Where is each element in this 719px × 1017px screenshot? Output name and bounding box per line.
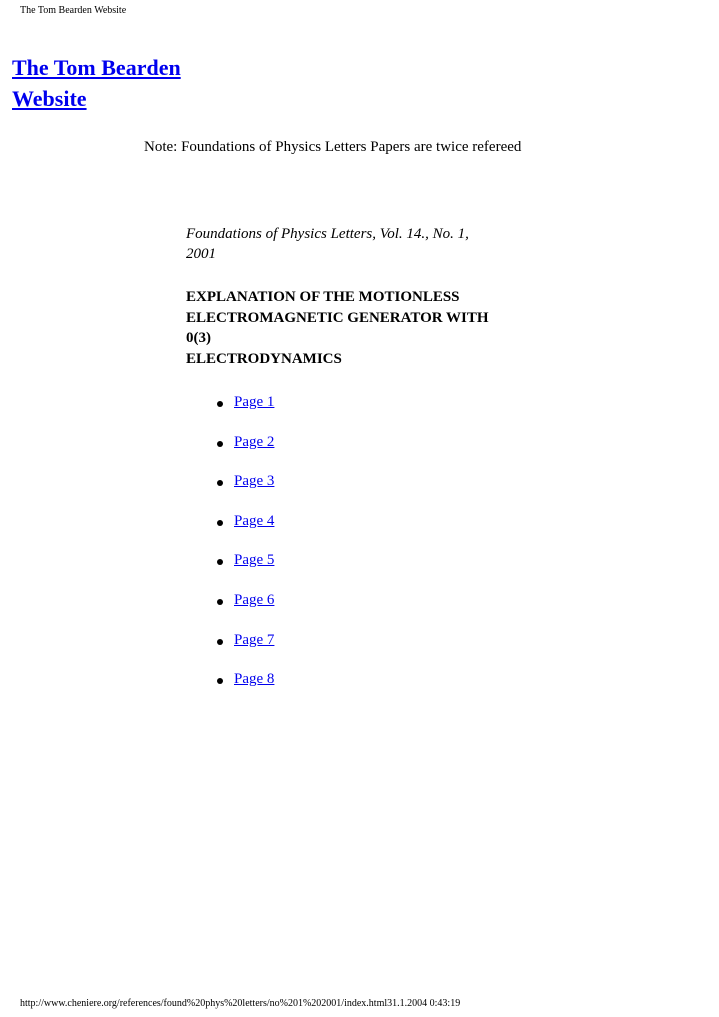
- site-title-line2: Website: [12, 86, 87, 111]
- page-link-5[interactable]: Page 5: [234, 552, 275, 569]
- citation-line1: Foundations of Physics Letters, Vol. 14., No. 1,: [186, 226, 469, 242]
- site-title-link[interactable]: [12, 55, 181, 111]
- page-link-8[interactable]: Page 8: [234, 671, 275, 688]
- paper-title-line3: 0(3): [186, 330, 211, 346]
- bullet-icon: [217, 678, 223, 684]
- list-item: [234, 590, 274, 610]
- print-header-title: The Tom Bearden Website: [20, 5, 127, 16]
- list-item: [234, 630, 274, 650]
- list-item: [234, 432, 274, 452]
- bullet-icon: [217, 599, 223, 605]
- paper-title-line1: EXPLANATION OF THE MOTIONLESS: [186, 289, 460, 305]
- bullet-icon: [217, 559, 223, 565]
- paper-title-line4: ELECTRODYNAMICS: [186, 350, 342, 367]
- page-link-7[interactable]: Page 7: [234, 631, 275, 648]
- page-link-1[interactable]: Page 1: [234, 394, 275, 410]
- journal-citation: [186, 224, 546, 264]
- bullet-icon: [217, 441, 223, 447]
- page-link-3[interactable]: Page 3: [234, 473, 275, 490]
- paper-title-line2: ELECTROMAGNETIC GENERATOR WITH: [186, 309, 489, 326]
- paper-title: [186, 287, 546, 369]
- page-link-4[interactable]: Page 4: [234, 512, 275, 529]
- refereed-note: Note: Foundations of Physics Letters Papers are twice refereed: [144, 139, 522, 155]
- page-link-6[interactable]: Page 6: [234, 591, 275, 608]
- bullet-icon: [217, 480, 223, 486]
- site-title: [12, 52, 212, 114]
- print-footer-url: http://www.cheniere.org/references/found%20phys%20letters/no%201%202001/index.html31.1.2004 0:43:19: [20, 998, 461, 1009]
- site-title-line1: The Tom Bearden: [12, 55, 181, 80]
- list-item: [234, 511, 274, 531]
- list-item: [234, 550, 274, 570]
- list-item: [234, 392, 274, 412]
- bullet-icon: [217, 520, 223, 526]
- page-link-2[interactable]: Page 2: [234, 433, 275, 450]
- page-link-list: [234, 392, 274, 709]
- list-item: [234, 471, 274, 491]
- bullet-icon: [217, 401, 223, 407]
- citation-line2: 2001: [186, 246, 216, 262]
- bullet-icon: [217, 639, 223, 645]
- list-item: [234, 669, 274, 689]
